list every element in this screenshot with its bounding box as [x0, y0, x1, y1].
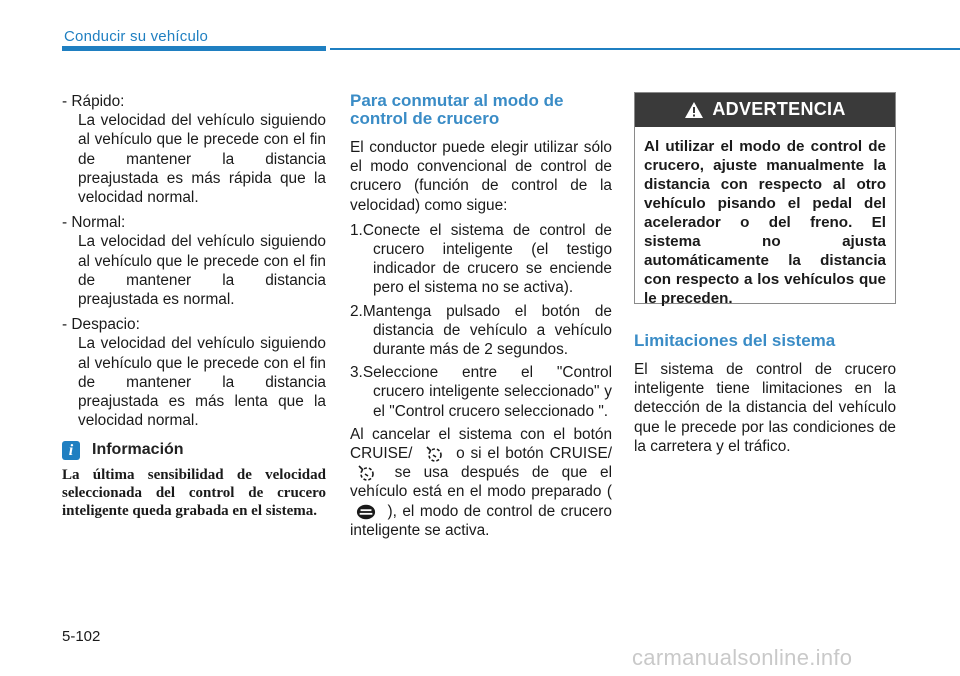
list-item: [350, 302, 612, 360]
warning-box: [634, 92, 896, 307]
chapter-title: Conducir su vehículo: [64, 28, 209, 45]
option-label: - Normal:: [62, 214, 126, 232]
header-rule-thick: [62, 46, 326, 51]
steps-list: [350, 221, 612, 421]
step-continuation: distancia de vehículo a vehículo durante más de 2 segundos.: [373, 321, 612, 359]
list-item: [350, 221, 612, 298]
warning-triangle-icon: [684, 101, 704, 119]
left-column: [62, 92, 326, 520]
option-description: La velocidad del vehículo siguiendo al vehículo que le precede con el fin de mantener la distancia preajustada es normal.: [78, 233, 326, 309]
header-rule-thin: [330, 48, 960, 50]
step-continuation: crucero inteligente seleccionado" y el "Control crucero seleccionado ".: [373, 383, 612, 420]
step-first-line: 2.Mantenga pulsado el botón de: [350, 302, 612, 320]
cruise-button-icon: [424, 445, 444, 463]
right-column: [634, 92, 896, 307]
warning-title: ADVERTENCIA: [712, 99, 846, 120]
intro-paragraph: El conductor puede elegir utilizar sólo el modo convencional de control de crucero (función de control de la velocidad) como sigue:: [350, 139, 612, 214]
warning-text: Al utilizar el modo de control de crucero, ajuste manualmente la distancia con respecto al otro vehículo pisando el pedal del acelerador o del freno. El sistema no ajusta automáticamente la distancia con respecto a los vehículos que le preceden.: [644, 138, 886, 307]
step-first-line: 1.Conecte el sistema de control de: [350, 221, 612, 239]
cruise-indicator-icon: [356, 503, 376, 521]
section-title: Limitaciones del sistema: [634, 331, 836, 350]
info-heading: [62, 440, 326, 459]
watermark: carmanualsonline.info: [632, 645, 853, 670]
page-number: 5-102: [62, 628, 101, 645]
list-item: [350, 363, 612, 421]
speed-option-normal: [62, 213, 326, 309]
info-title: Información: [92, 441, 184, 459]
speed-option-slow: [62, 315, 326, 430]
section-title: Para conmutar al modo de control de crucero: [350, 91, 564, 128]
step-first-line: 3.Seleccione entre el "Control: [350, 364, 612, 382]
closing-paragraph: [350, 425, 612, 540]
closing-text-4: ), el modo de control de crucero inteligente se activa.: [350, 502, 612, 539]
middle-column: [350, 92, 612, 546]
closing-text-2: o si el botón CRUISE/: [456, 445, 612, 463]
option-label: - Rápido:: [62, 93, 125, 110]
closing-text-1: Al cancelar el sistema con el botón CRUISE/: [350, 425, 612, 463]
info-text: La última sensibilidad de velocidad seleccionada del control de crucero inteligente queda grabada en el sistema.: [62, 466, 326, 519]
option-label: - Despacio:: [62, 316, 140, 334]
option-description: La velocidad del vehículo siguiendo al vehículo que le precede con el fin de mantener la distancia preajustada es más lenta que la velocidad normal.: [78, 335, 326, 430]
limitations-section: [634, 332, 896, 456]
speed-option-fast: [62, 92, 326, 207]
info-icon: i: [62, 441, 80, 460]
closing-text-3: se usa después de que el vehículo está en el modo preparado (: [350, 464, 613, 501]
cruise-button-icon: [356, 464, 376, 482]
option-description: La velocidad del vehículo siguiendo al vehículo que le precede con el fin de mantener la distancia preajustada es más rápida que la velocidad normal.: [78, 112, 326, 207]
limitations-text: El sistema de control de crucero inteligente tiene limitaciones en la detección de la distancia del vehículo que le precede por las condiciones de la carretera y el tráfico.: [634, 361, 896, 455]
warning-header: [635, 93, 895, 127]
step-continuation: crucero inteligente (el testigo indicador de crucero se enciende pero el sistema no se activa).: [373, 241, 612, 297]
